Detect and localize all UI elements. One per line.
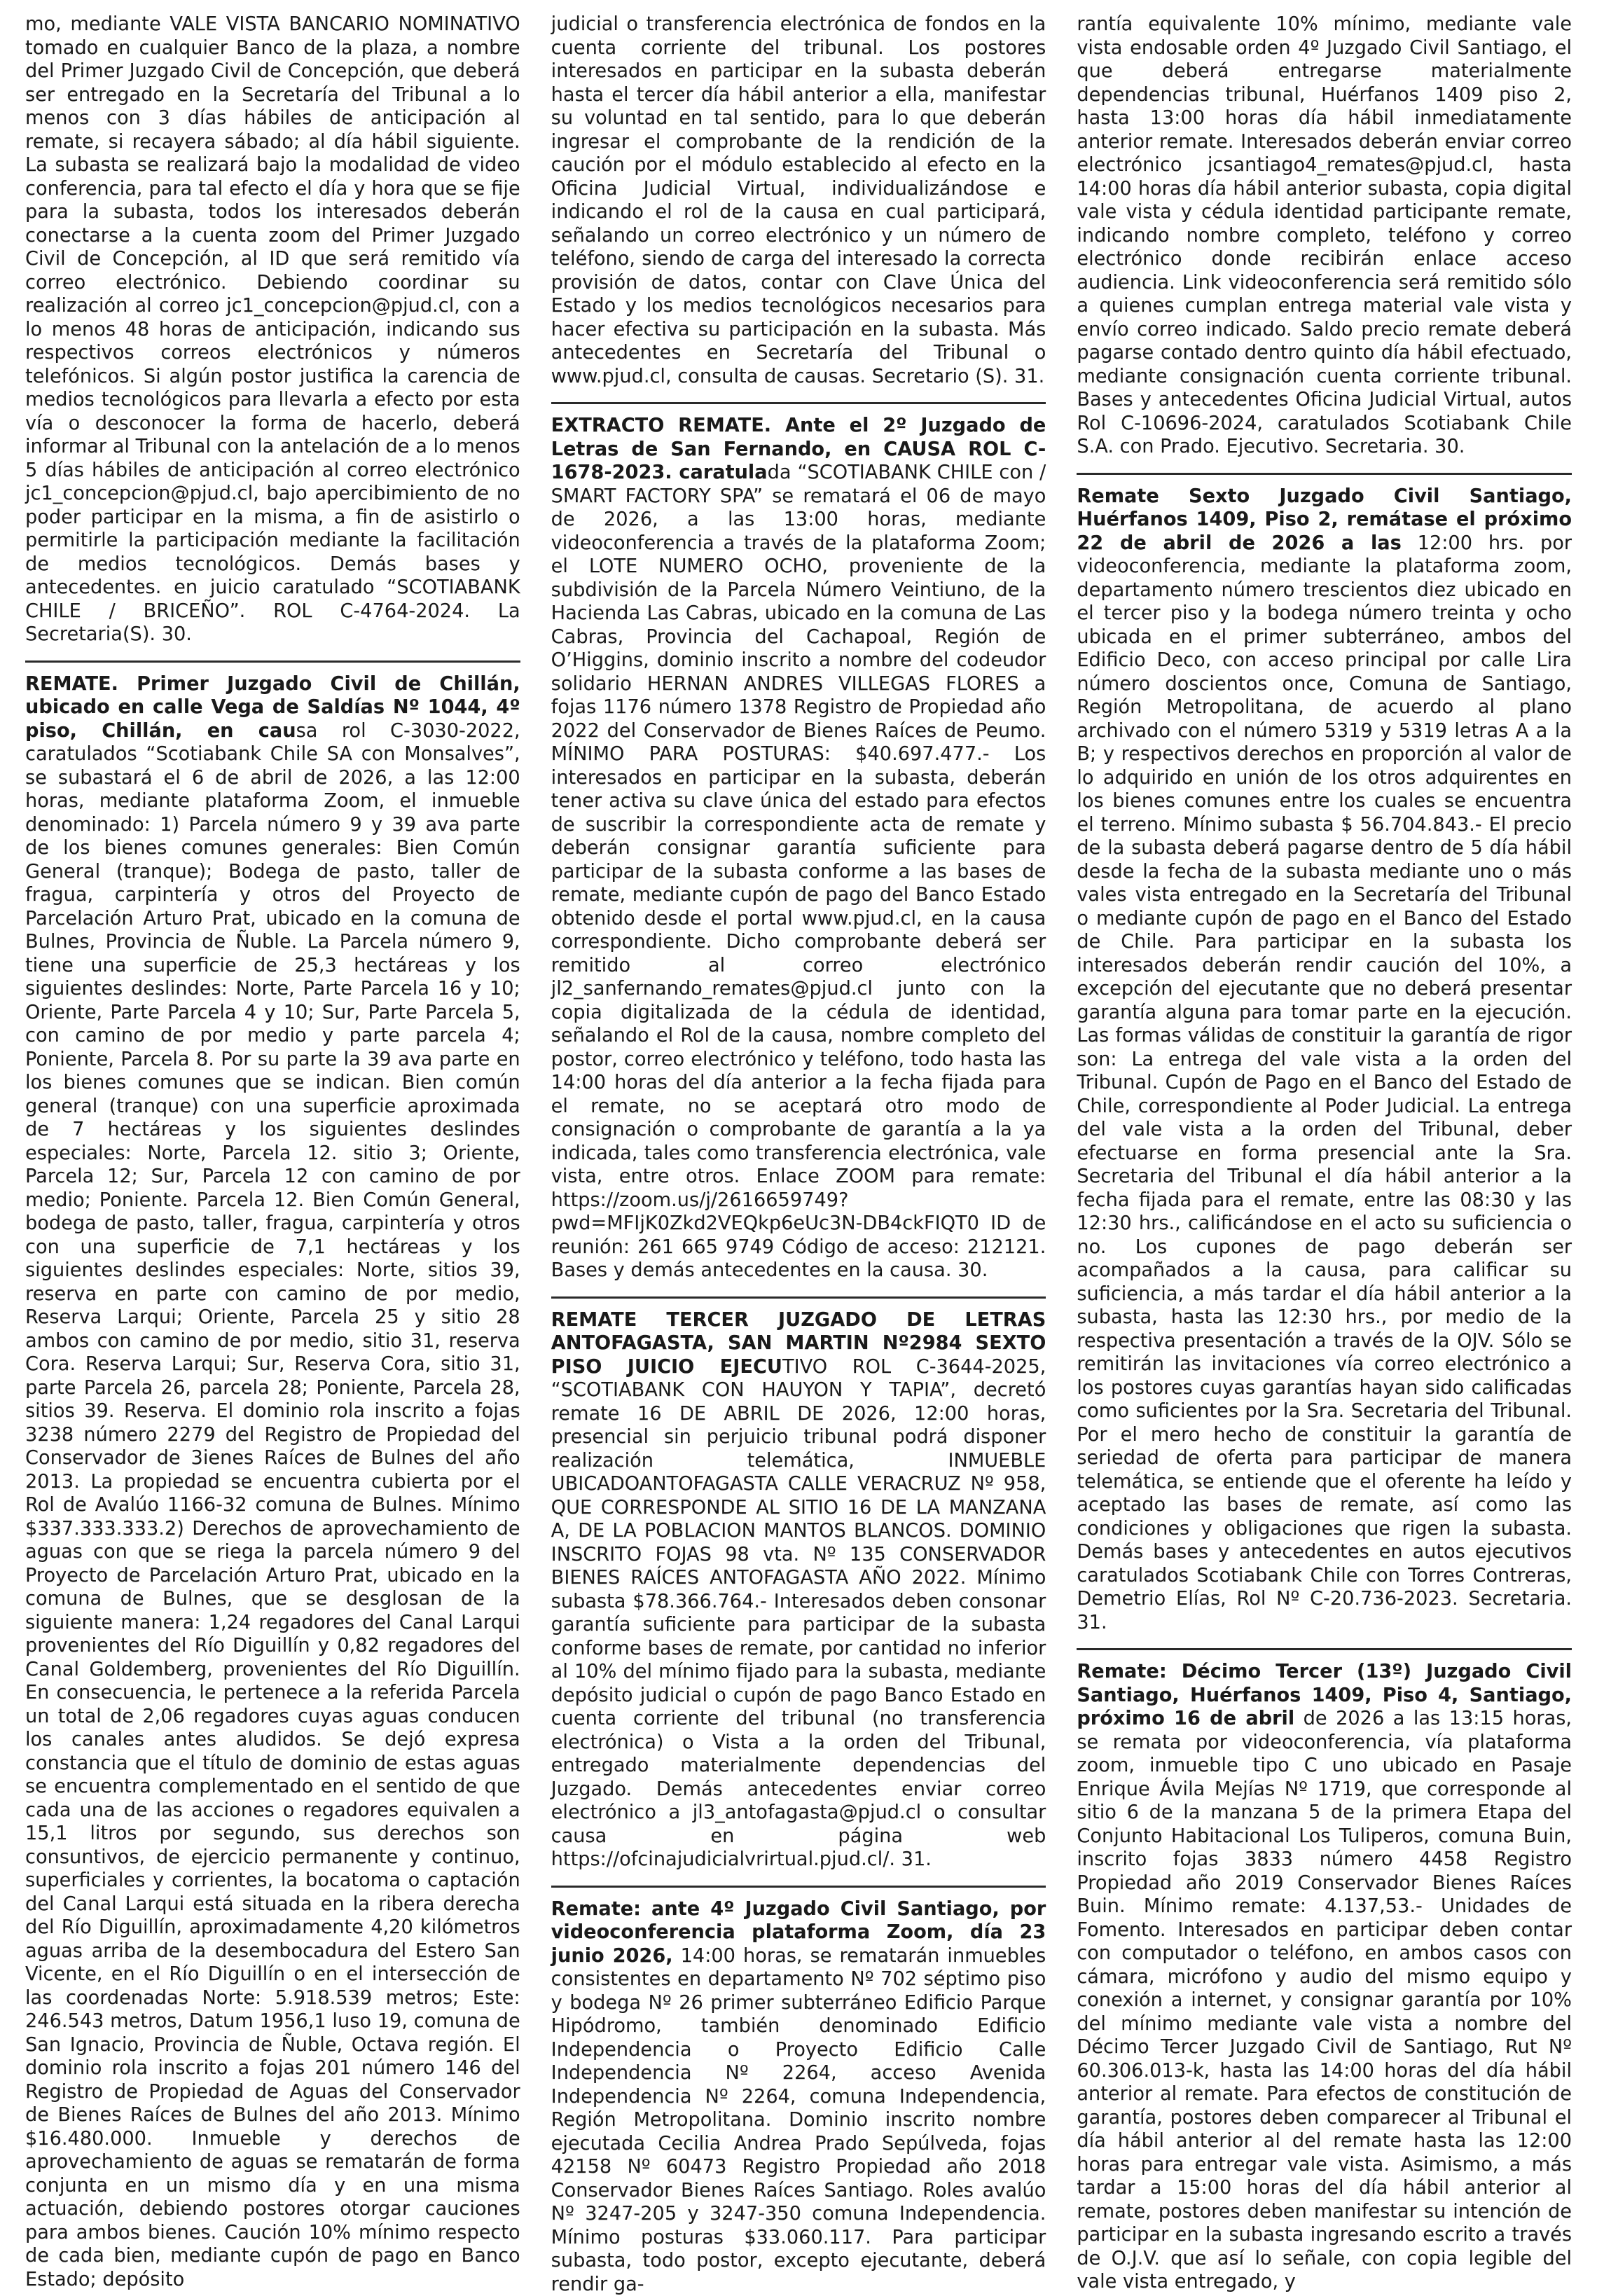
- notice-divider: [551, 1296, 1046, 1299]
- notice-continuation: [551, 13, 1046, 388]
- notice-body: mo, mediante VALE VISTA BANCARIO NOMINATIVO tomado en cualquier Banco de la plaza, a nombre del Primer Juzgado Civil de Concepción, que deberá ser entregado en la Secretaría del Tribunal a lo menos con 3 días hábiles de anticipación al remate, si recayera sábado; al día hábil siguiente. La subasta se realizará bajo la modalidad de video conferencia, para tal efecto el día y hora que se fije para la subasta, todos los interesados deberán conectarse a la cuenta zoom del Primer Juzgado Civil de Concepción, al ID que será remitido vía correo electrónico. Debiendo coordinar su realización al correo jc1_concepcion@pjud.cl, con a lo menos 48 horas de anticipación, indicando sus respectivos correos electrónicos y números telefónicos. Si algún postor justifica la carencia de medios tecnológicos para llevarla a efecto por esta vía o desconocer la forma de hacerlo, deberá informar al Tribunal con la antelación de a lo menos 5 días hábiles de anticipación al correo electrónico jc1_concepcion@pjud.cl, bajo apercibimiento de no poder participar en la misma, a fin de asistirlo o permitirle la participación mediante la facilitación de medios tecnológicos. Demás bases y antecedentes. en juicio caratulado “SCOTIABANK CHILE / BRICEÑO”. ROL C-4764-2024. La Secretaria(S). 30.: [25, 13, 520, 645]
- notice-lead: Remate Sexto Juzgado Civil Santiago, Huérfanos 1409, Piso 2, remátase el próximo 22 de abril de 2026 a las: [1077, 485, 1572, 554]
- notice-lead: REMATE TERCER JUZGADO DE LETRAS ANTOFAGASTA, SAN MARTIN Nº2984 SEXTO PISO JUICIO EJECU: [551, 1309, 1046, 1378]
- notice-divider: [1077, 1648, 1572, 1650]
- notice-lead: Remate: ante 4º Juzgado Civil Santiago, por videoconferencia plataforma Zoom, día 23 junio 2026,: [551, 1898, 1046, 1967]
- notice-continuation: [1077, 13, 1572, 459]
- notice-body: sa rol C-3030-2022, caratulados “Scotiabank Chile SA con Monsalves”, se subastará el 6 de abril de 2026, a las 12:00 horas, mediante plataforma Zoom, el inmueble denominado: 1) Parcela número 9 y 39 ava parte de los bienes comunes generales: Bien Común General (tranque); Bodega de pasto, taller de fragua, carpintería y otros del Proyecto de Parcelación Arturo Prat, ubicado en la comuna de Bulnes, Provincia de Ñuble. La Parcela número 9, tiene una superficie de 25,3 hectáreas y los siguientes deslindes: Norte, Parte Parcela 16 y 10; Oriente, Parte Parcela 4 y 10; Sur, Parte Parcela 5, con camino de por medio y parte parcela 4; Poniente, Parcela 8. Por su parte la 39 ava parte en los bienes comunes que se indican. Bien común general (tranque) con una superficie aproximada de 7 hectáreas y los siguientes deslindes especiales: Norte, Parcela 12. sitio 3; Oriente, Parcela 12; Sur, Parcela 12 con camino de por medio; Poniente. Parcela 12. Bien Común General, bodega de pasto, taller, fragua, carpintería y otros con una superficie de 7,1 hectáreas y los siguientes deslindes especiales: Norte, sitios 39, reserva en parte con camino de por medio, Reserva Larqui; Oriente, Parcela 25 y sitio 28 ambos con camino de por medio, sitio 31, reserva Cora. Reserva Larqui; Sur, Reserva Cora, sitio 31, parte Parcela 26, parcela 28; Poniente, Parcela 28, sitios 39. Reserva. El dominio rola inscrito a fojas 3238 número 2279 del Registro de Propiedad del Conservador de 3ienes Raíces de Bulnes del año 2013. La propiedad se encuentra cubierta por el Rol de Avalúo 1166-32 comuna de Bulnes. Mínimo $337.333.333.2) Derechos de aprovechamiento de aguas con que se riega la parcela número 9 del Proyecto de Parcelación Arturo Prat, ubicado en la comuna de Bulnes, que se desglosan de la siguiente manera: 1,24 regadores del Canal Larqui provenientes del Río Diguillín y 0,82 regadores del Canal Goldemberg, provenientes del Río Diguillín. En consecuencia, le pertenece a la referida Parcela un total de 2,06 regadores cuyas aguas conducen los canales antes aludidos. Se dejó expresa constancia que el título de dominio de estas aguas se encuentra complementado en el sentido de que cada una de las acciones o regadores equivalen a 15,1 litros por segundo, sus derechos son consuntivos, de ejercicio permanente y continuo, superficiales y corrientes, la bocatoma o captación del Canal Larqui está situada en la ribera derecha del Río Diguillín, aproximadamente 4,20 kilómetros aguas arriba de la desembocadura del Estero San Vicente, en el Río Diguillín o en el intersección de las coordenadas Norte: 5.918.539 metros; Este: 246.543 metros, Datum 1956,1 luso 19, comuna de San Ignacio, Provincia de Ñuble, Octava región. El dominio rola inscrito a fojas 201 número 146 del Registro de Propiedad de Aguas del Conservador de Bienes Raíces de Bulnes del año 2013. Mínimo $16.480.000. Inmueble y derechos de aprovechamiento de aguas se rematarán de forma conjunta en un mismo día y en una misma actuación, debiendo postores otorgar cauciones para ambos bienes. Caución 10% mínimo respecto de cada bien, mediante cupón de pago en Banco Estado; depósito: [25, 720, 520, 2290]
- notice-body: judicial o transferencia electrónica de fondos en la cuenta corriente del tribunal. Los postores interesados en participar en la subasta deberán hasta el tercer día hábil anterior a ella, manifestar su voluntad en tal sentido, para lo que deberán ingresar el comprobante de la rendición de la caución por el módulo establecido al efecto en la Oficina Judicial Virtual, individualizándose e indicando el rol de la causa en cual participará, señalando un correo electrónico y un número de teléfono, siendo de carga del interesado la correcta provisión de datos, contar con Clave Única del Estado y los medios tecnológicos necesarios para hacer efectiva su participación en la subasta. Más antecedentes en Secretaría del Tribunal o www.pjud.cl, consulta de causas. Secretario (S). 31.: [551, 13, 1046, 387]
- notice-lead: Remate: Décimo Tercer (13º) Juzgado Civil Santiago, Huérfanos 1409, Piso 4, Santiago, próximo 16 de abril: [1077, 1661, 1572, 1729]
- notice-extracto-remate-san-fernando: [551, 414, 1046, 1282]
- column-2: [551, 13, 1046, 2255]
- notice-remate-chillan: [25, 672, 520, 2292]
- notice-body: de 2026 a las 13:15 horas, se remata por videoconferencia, vía plataforma zoom, inmueble tipo C uno ubicado en Pasaje Enrique Ávila Mejías Nº 1719, que corresponde al sitio 6 de la manzana 5 de la primera Etapa del Conjunto Habitacional Los Tuliperos, comuna Buin, inscrito fojas 3833 número 4458 Registro Propiedad año 2019 Conservador Bienes Raíces Buin. Mínimo remate: 4.137,53.- Unidades de Fomento. Interesados en participar deben contar con computador o teléfono, en ambos casos con cámara, micrófono y audio del mismo equipo y conexión a internet, y consignar garantía por 10% del mínimo mediante vale vista a nombre del Décimo Tercer Juzgado Civil de Santiago, Rut Nº 60.306.013-k, hasta las 14:00 horas del día hábil anterior al remate. Para efectos de constitución de garantía, postores deben comparecer al Tribunal el día hábil anterior al del remate hasta las 12:00 horas para entregar vale vista. Asimismo, a más tardar a 15:00 horas del día hábil anterior al remate, postores deben manifestar su intención de participar en la subasta ingresando escrito a través de O.J.V. que así lo señale, con copia legible del vale vista entregado, y: [1077, 1708, 1572, 2292]
- notice-body: rantía equivalente 10% mínimo, mediante vale vista endosable orden 4º Juzgado Civil Santiago, el que deberá entregarse materialmente dependencias tribunal, Huérfanos 1409 piso 2, hasta 13:00 horas día hábil inmediatamente anterior remate. Interesados deberán enviar correo electrónico jcsantiago4_remates@pjud.cl, hasta 14:00 horas día hábil anterior subasta, copia digital vale vista y cédula identidad participante remate, indicando nombre completo, teléfono y correo electrónico donde recibirán enlace acceso audiencia. Link videoconferencia será remitido sólo a quienes cumplan entrega material vale vista y envío correo indicado. Saldo precio remate deberá pagarse contado dentro quinto día hábil efectuado, mediante consignación cuenta corriente tribunal. Bases y antecedentes Oficina Judicial Virtual, autos Rol C-10696-2024, caratulados Scotiabank Chile S.A. con Prado. Ejecutivo. Secretaria. 30.: [1077, 13, 1572, 457]
- notice-lead: EXTRACTO REMATE. Ante el 2º Juzgado de Letras de San Fernando, en CAUSA ROL C-1678-2023. caratula: [551, 415, 1046, 483]
- notice-divider: [551, 1886, 1046, 1888]
- column-3: [1077, 13, 1572, 2255]
- newspaper-page: [25, 13, 1572, 2255]
- notice-body: 12:00 hrs. por videoconferencia, mediante la plataforma zoom, departamento número trescientos diez ubicado en el tercer piso y la bodega número treinta y ocho ubicada en el primer subterráneo, ambos del Edificio Deco, con acceso principal por calle Lira número doscientos once, Comuna de Santiago, Región Metropolitana, de acuerdo al plano archivado con el número 5319 y 5319 letras A a la B; y respectivos derechos en proporción al valor de lo adquirido en unión de los otros adquirentes en los bienes comunes entre los cuales se encuentra el terreno. Mínimo subasta $ 56.704.843.- El precio de la subasta deberá pagarse dentro de 5 día hábil desde la fecha de la subasta mediante uno o más vales vista entregado en la Secretaría del Tribunal o mediante cupón de pago en el Banco del Estado de Chile. Para participar en la subasta los interesados deberán rendir caución del 10%, a excepción del ejecutante que no deberá presentar garantía alguna para tomar parte en la ejecución. Las formas válidas de constituir la garantía de rigor son: La entrega del vale vista a la orden del Tribunal. Cupón de Pago en el Banco del Estado de Chile, correspondiente al Poder Judicial. La entrega del vale vista a la orden del Tribunal, deber efectuarse en forma presencial ante la Sra. Secretaria del Tribunal el día hábil anterior a la fecha fijada para el remate, entre las 08:30 y las 12:30 hrs., calificándose en el acto su suficiencia o no. Los cupones de pago deberán ser acompañados a la causa, para calificar su suficiencia, a más tardar el día hábil anterior a la subasta, hasta las 12:30 hrs., por medio de la respectiva presentación a través de la OJV. Sólo se remitirán las invitaciones vía correo electrónico a los postores cuyas garantías hayan sido calificadas como suficientes por la Sra. Secretaria del Tribunal. Por el mero hecho de constituir la garantía de seriedad de oferta para participar de manera telemática, se entiende que el oferente ha leído y aceptado las bases de remate, así como las condiciones y obligaciones que rigen la subasta. Demás bases y antecedentes en autos ejecutivos caratulados Scotiabank Chile con Torres Contreras, Demetrio Elías, Rol Nº C-20.736-2023. Secretaria. 31.: [1077, 532, 1572, 1633]
- notice-remate-sexto-juzgado: [1077, 485, 1572, 1635]
- notice-divider: [551, 402, 1046, 404]
- notice-divider: [25, 661, 520, 663]
- notice-lead: REMATE. Primer Juzgado Civil de Chillán, ubicado en calle Vega de Saldías Nº 1044, 4º piso, Chillán, en cau: [25, 673, 520, 742]
- notice-body: TIVO ROL C-3644-2025, “SCOTIABANK CON HAUYON Y TAPIA”, decretó remate 16 DE ABRIL DE 2026, 12:00 horas, presencial sin perjuicio tribunal podrá disponer realización telemática, INMUEBLE UBICADOANTOFAGASTA CALLE VERACRUZ Nº 958, QUE CORRESPONDE AL SITIO 16 DE LA MANZANA A, DE LA POBLACION MANTOS BLANCOS. DOMINIO INSCRITO FOJAS 98 vta. Nº 135 CONSERVADOR BIENES RAÍCES ANTOFAGASTA AÑO 2022. Mínimo subasta $78.366.764.- Interesados deben consonar garantía suficiente para participar de la subasta conforme bases de remate, por cantidad no inferior al 10% del mínimo fijado para la subasta, mediante depósito judicial o cupón de pago Banco Estado en cuenta corriente del tribunal (no transferencia electrónica) o Vista a la orden del Tribunal, entregado materialmente dependencias del Juzgado. Demás antecedentes enviar correo electrónico a jl3_antofagasta@pjud.cl o consultar causa en página web https://ofcinajudicialvrirtual.pjud.cl/. 31.: [551, 1356, 1046, 1871]
- notice-remate-antofagasta: [551, 1308, 1046, 1872]
- column-1: [25, 13, 520, 2255]
- notice-body: 14:00 horas, se rematarán inmuebles consistentes en departamento Nº 702 séptimo piso y bodega Nº 26 primer subterráneo Edificio Parque Hipódromo, también denominado Edificio Independencia o Proyecto Edificio Calle Independencia Nº 2264, acceso Avenida Independencia Nº 2264, comuna Independencia, Región Metropolitana. Dominio inscrito nombre ejecutada Cecilia Andrea Prado Sepúlveda, fojas 42158 Nº 60473 Registro Propiedad año 2018 Conservador Bienes Raíces Santiago. Roles avalúo Nº 3247-205 y 3247-350 comuna Independencia. Mínimo posturas $33.060.117. Para participar subasta, todo postor, excepto ejecutante, deberá rendir ga-: [551, 1945, 1046, 2295]
- notice-continuation: [25, 13, 520, 646]
- notice-remate-decimo-tercer-juzgado: [1077, 1660, 1572, 2294]
- notice-remate-4-juzgado: [551, 1897, 1046, 2296]
- notice-divider: [1077, 473, 1572, 475]
- notice-body: da “SCOTIABANK CHILE con / SMART FACTORY SPA” se rematará el 06 de mayo de 2026, a las 13:00 horas, mediante videoconferencia a través de la plataforma Zoom; el LOTE NUMERO OCHO, proveniente de la subdivisión de la Parcela Número Veintiuno, de la Hacienda Las Cabras, ubicado en la comuna de Las Cabras, Provincia del Cachapoal, Región de O’Higgins, dominio inscrito a nombre del codeudor solidario HERNAN ANDRES VILLEGAS FLORES a fojas 1176 número 1378 Registro de Propiedad año 2022 del Conservador de Bienes Raíces de Peumo. MÍNIMO PARA POSTURAS: $40.697.477.- Los interesados en participar en la subasta, deberán tener activa su clave única del estado para efectos de suscribir la correspondiente acta de remate y deberán consignar garantía suficiente para participar de la subasta conforme a las bases de remate, mediante cupón de pago del Banco Estado obtenido desde el portal www.pjud.cl, en la causa correspondiente. Dicho comprobante deberá ser remitido al correo electrónico jl2_sanfernando_remates@pjud.cl junto con la copia digitalizada de la cédula de identidad, señalando el Rol de la causa, nombre completo del postor, correo electrónico y teléfono, todo hasta las 14:00 horas del día anterior a la fecha fijada para el remate, no se aceptará otro modo de consignación o comprobante de garantía a la ya indicada, tales como transferencia electrónica, vale vista, entre otros. Enlace ZOOM para remate: https://zoom.us/j/2616659749?pwd=MFIjK0Zkd2VEQkp6eUc3N-DB4ckFIQT0 ID de reunión: 261 665 9749 Código de acceso: 212121. Bases y demás antecedentes en la causa. 30.: [551, 462, 1046, 1281]
